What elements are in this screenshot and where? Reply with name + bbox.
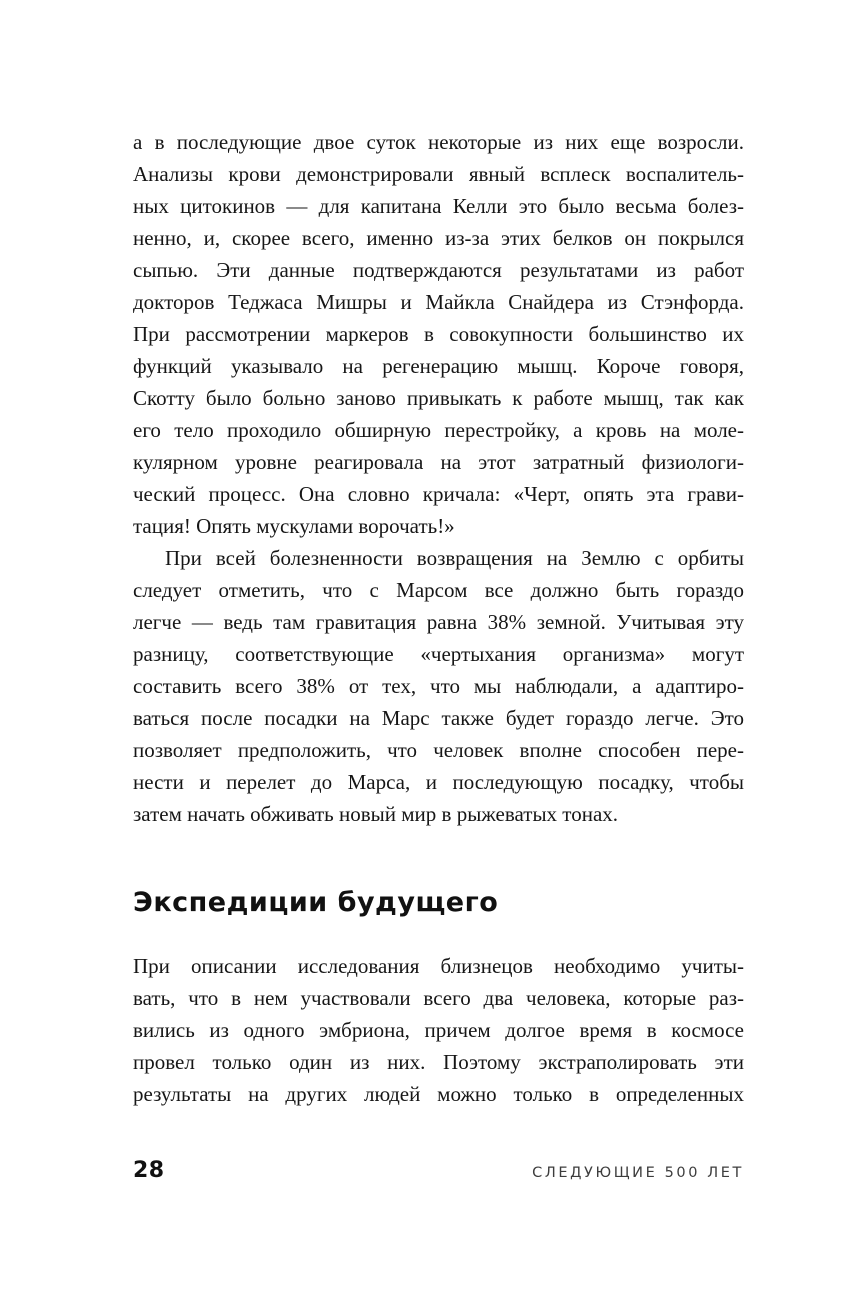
text-line: нести и перелет до Марса, и последующую посадку, чтобы [133,770,744,794]
text-line: следует отметить, что с Марсом все должно быть гораздо [133,578,744,602]
text-line: При всей болезненности возвращения на Землю с орбиты [165,546,744,570]
text-line: Анализы крови демонстрировали явный всплеск воспалитель- [133,162,744,186]
text-line: докторов Теджаса Мишры и Майкла Снайдера из Стэнфорда. [133,290,744,314]
text-line: затем начать обживать новый мир в рыжеватых тонах. [133,802,619,826]
paragraph [133,542,744,830]
text-column [133,126,744,1110]
text-line: ваться после посадки на Марс также будет гораздо легче. Это [133,706,744,730]
text-line: его тело проходило обширную перестройку, а кровь на моле- [133,418,744,442]
text-line: составить всего 38% от тех, что мы наблюдали, а адаптиро- [133,674,744,698]
text-line: результаты на других людей можно только в определенных [133,1082,744,1106]
text-line: вать, что в нем участвовали всего два человека, которые раз- [133,986,744,1010]
paragraph [133,126,744,542]
text-line: легче — ведь там гравитация равна 38% земной. Учитывая эту [133,610,744,634]
text-line: При описании исследования близнецов необходимо учиты- [133,954,744,978]
text-line: ных цитокинов — для капитана Келли это было весьма болез- [133,194,744,218]
page-footer [133,1158,744,1188]
text-line: ненно, и, скорее всего, именно из-за этих белков он покрылся [133,226,744,250]
section-heading: Экспедиции будущего [133,887,499,918]
text-line: Скотту было больно заново привыкать к работе мышц, так как [133,386,744,410]
text-line: сыпью. Эти данные подтверждаются результатами из работ [133,258,744,282]
text-line: кулярном уровне реагировала на этот затратный физиологи- [133,450,744,474]
text-line: ческий процесс. Она словно кричала: «Черт, опять эта грави- [133,482,744,506]
text-line: функций указывало на регенерацию мышц. Короче говоря, [133,354,744,378]
text-line: вились из одного эмбриона, причем долгое время в космосе [133,1018,744,1042]
text-line: провел только один из них. Поэтому экстраполировать эти [133,1050,744,1074]
text-line: При рассмотрении маркеров в совокупности большинство их [133,322,744,346]
page-number: 28 [133,1158,165,1183]
running-title: СЛЕДУЮЩИЕ 500 ЛЕТ [532,1165,744,1181]
text-line: а в последующие двое суток некоторые из них еще возросли. [133,130,744,154]
paragraph [133,950,744,1110]
text-line: разницу, соответствующие «чертыхания организма» могут [133,642,744,666]
text-line: позволяет предположить, что человек вполне способен пере- [133,738,744,762]
text-line: тация! Опять мускулами ворочать!» [133,514,455,538]
